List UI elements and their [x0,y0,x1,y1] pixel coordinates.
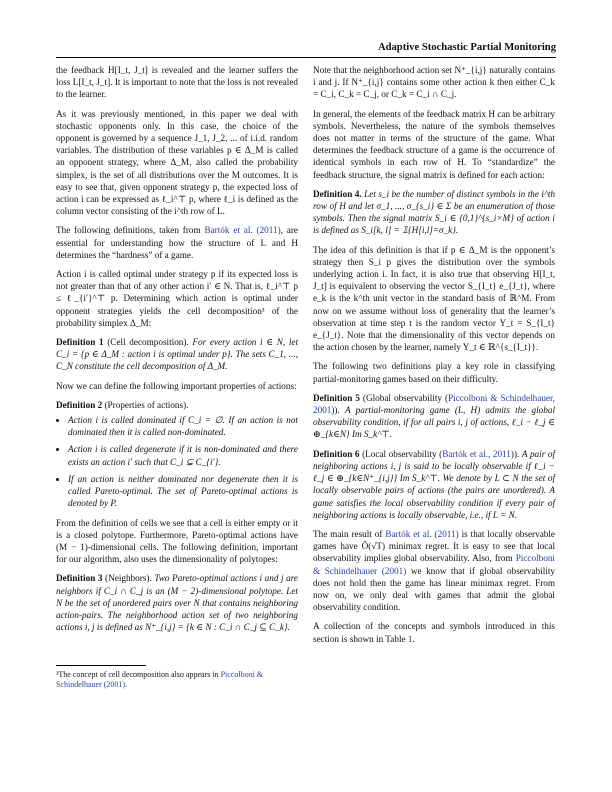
paragraph: Action i is called optimal under strategy p if its expected loss is not greater than that of any other action i′ ∈ N. That is, ℓ_i^⊤ p ≤ ℓ_{i′}^⊤ p. Determining which action is optimal under opponent strategies yields the cell decomposition³ of the probability simplex Δ_M: [56,269,298,328]
citation-link[interactable]: Bartók et al. (2011) [204,225,281,236]
text: we know that if global observability does not hold then the game has linear minimax regret. From now on, we only deal with games that admit the global observability condition. [313,565,555,613]
definition-6 [313,448,555,521]
paragraph: The following two definitions play a key role in classifying partial-monitoring games based on their difficulty. [313,361,555,384]
definition-name: )). [510,448,520,459]
definition-name: (Neighbors). [105,573,152,584]
list-item: • If an action is neither dominated nor degenerate then it is called Pareto-optimal. The set of Pareto-optimal actions is denoted by P. [68,473,298,510]
table-reference-link[interactable]: 1 [407,633,413,644]
citation-link[interactable]: Piccolboni & Schindelhauer (2001) [313,553,555,576]
text: A collection of the concepts and symbols introduced in this section is shown in Table [313,621,555,644]
paragraph: the feedback H[I_t, J_t] is revealed and the learner suffers the loss L[I_t, J_t]. It is important to note that the loss is not revealed to the learner. [56,65,298,100]
paragraph: From the definition of cells we see that a cell is either empty or it is a closed polytope. Furthermore, Pareto-optimal actions have (M − 1)-dimensional cells. The following definition, important for our algorithm, also uses the dimensionality of polytopes: [56,517,298,565]
definition-label: Definition 1 [56,337,104,348]
paragraph: Note that the neighborhood action set N⁺_{i,j} naturally contains i and j. If N⁺_{i,j} contains some other action k then either C_k = C_i, C_k = C_j, or C_k = C_i ∩ C_j. [313,65,555,100]
definition-body: A partial-monitoring game (L, H) admits the global observability condition, if for all pairs i, j of actions, ℓ_i − ℓ_j ∈ ⊕_{k∈N} Im S_k^⊤. [313,405,556,440]
paragraph: Now we can define the following important properties of actions: [56,380,297,391]
text: . [125,680,128,690]
citation-link[interactable]: Piccolboni & Schindelhauer (2001) [56,670,264,690]
right-column [313,64,555,652]
definition-label: Definition 6 [313,448,360,459]
definition-body: For every action i ∈ N, let C_i = {p ∈ Δ_M : action i is optimal under p}. The sets C_1, ..., C_N constitute the cell decomposition of Δ_M. [56,337,299,372]
definition-body: Let s_i be the number of distinct symbols in the i^th row of H and let σ_1, ..., σ_{s_i} ∈ Σ be an enumeration of those symbols. Then the signal matrix S_i ∈ {0,1}^{s_i×M} of action i is defined as S_i[k, l] = 𝟙{H[i,l]=σ_k}. [313,188,555,236]
definition-label: Definition 5 [313,392,360,403]
text: The following definitions, taken from [56,225,205,236]
definition-name: (Local observability ( [362,448,443,459]
footnote-rule [56,665,146,666]
definition-name: )). [331,405,340,416]
header-rule [56,57,556,58]
citation-link[interactable]: Bartók et al. (2011) [385,528,459,539]
definition-4 [313,188,555,237]
definition-label: Definition 2 [56,399,103,410]
list-item: • Action i is called dominated if C_i = ∅. If an action is not dominated then it is called non-dominated. [68,414,298,438]
footnote [56,665,298,691]
definition-label: Definition 4. [313,188,362,199]
running-header: Adaptive Stochastic Partial Monitoring [377,42,556,53]
citation-link[interactable]: Bartók et al., 2011 [442,448,511,459]
definition-name: (Properties of actions). [104,399,189,410]
list-item: • Action i is called degenerate if it is non-dominated and there exists an action i′ such that C_i ⊊ C_{i′}. [68,443,298,467]
paragraph: The idea of this definition is that if p ∈ Δ_M is the opponent’s strategy then S_i p gives the distribution over the symbols underlying action i. In fact, it is also true that observing H[I_t, J_t] is equivalent to observing the vector S_{I_t} e_{J_t}, where e_k is the k^th unit vector in the standard basis of ℝ^M. From now on we assume without loss of generality that the learner’s observation at time step t is the random vector Y_t = S_{I_t} e_{J_t}. Note that the dimensionality of this vector depends on the action chosen by the learner, namely Y_t ∈ ℝ^{s_{I_t}}. [313,244,555,353]
text: The main result of [313,528,386,539]
definition-name: (Global observability ( [362,392,449,403]
paragraph: As it was previously mentioned, in this paper we deal with stochastic opponents only. In this case, the choice of the opponent is governed by a sequence J_1, J_2, ... of i.i.d. random variables. The distribution of these variables p ∈ Δ_M is called an opponent strategy, where Δ_M, also called the probability simplex, is the set of all distributions over the M outcomes. It is easy to see that, given opponent strategy p, the expected loss of action i can be expressed as ℓ_i^⊤ p, where ℓ_i is defined as the column vector consisting of the i^th row of L. [56,108,298,217]
definition-1 [56,336,298,373]
definition-body: Two Pareto-optimal actions i and j are neighbors if C_i ∩ C_j is an (M − 2)-dimensional polytope. Let N be the set of unordered pairs over N that contains neighboring action-pairs. The neighborhood action set of two neighboring actions i, j is defined as N⁺_{i,j} = {k ∈ N : C_i ∩ C_j ⊆ C_k}. [56,573,299,633]
definition-label: Definition 3 [56,573,103,584]
definition-5 [313,392,555,441]
definition-name: (Cell decomposition). [107,337,189,348]
footnote-text: ³The concept of cell decomposition also appears in [56,670,221,679]
text: . [412,633,415,644]
definition-2 [56,399,298,510]
citation-link[interactable]: Piccolboni & Schindelhauer, 2001 [313,392,555,416]
text: , are essential for understanding how the structure of L and H determines the “hardness” of a game. [56,225,298,260]
left-column [56,64,298,640]
text: is that locally observable games have Õ(√T) minimax regret. It is easy to see that local observability implies global observability. Also, from [313,528,556,564]
definition-list [56,414,298,509]
paragraph: In general, the elements of the feedback matrix H can be arbitrary symbols. Nevertheless, the nature of the symbols themselves does not matter in terms of the structure of the game. What determines the feedback structure of a game is the occurrence of identical symbols in each row of H. To “standardize” the feedback structure, the signal matrix is defined for each action: [313,108,555,180]
paragraph [313,620,555,644]
paragraph [313,528,555,613]
paragraph [56,224,298,261]
definition-3 [56,572,298,633]
definition-body: A pair of neighboring actions i, j is said to be locally observable if ℓ_i − ℓ_j ∈ ⊕_{k∈N⁺_{i,j}} Im S_k^⊤. We denote by L ⊂ N the set of locally observable pairs of actions (the pairs are unordered). A game satisfies the local observability condition if every pair of neighboring actions is locally observable, i.e., if L = N. [313,448,555,520]
